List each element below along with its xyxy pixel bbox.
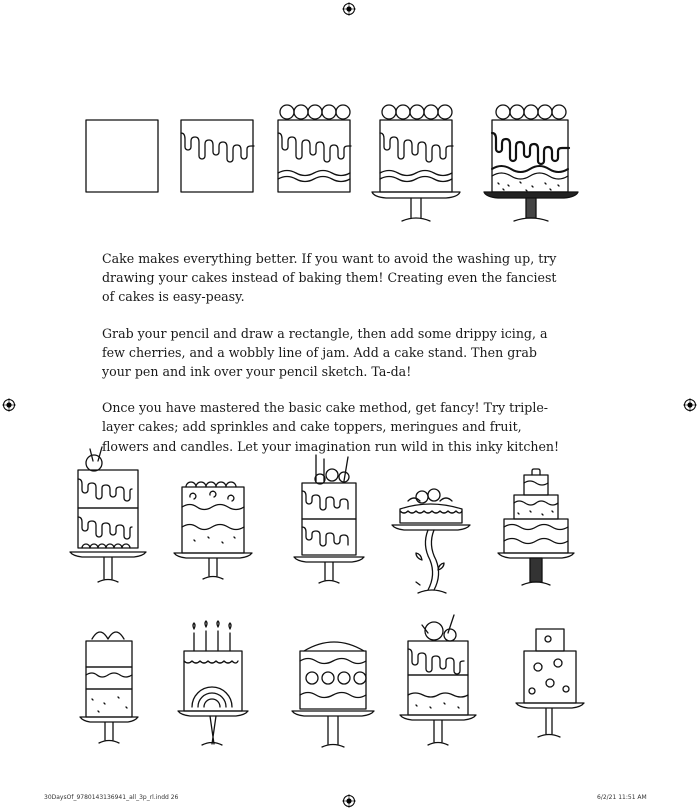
paragraph-instructions: Grab your pencil and draw a rectangle, then add some drippy icing, a few cherries, and a wobbly line of jam. Add a cake stand. Then grab your pen and ink over your pencil sketch. Ta-da! [102,325,548,380]
footer-timestamp: 6/2/21 11:51 AM [597,794,647,801]
registration-mark-right [683,398,697,412]
body-text [102,249,562,473]
cake-drawing-2 [174,482,252,579]
registration-mark-top [342,2,356,16]
step-by-step-illustration [80,95,580,235]
cake-drawing-7 [178,621,248,745]
footer-file-slug: 30DaysOf_9780143136941_all_3p_rl.indd 26 [44,794,179,801]
cake-gallery-illustration [62,445,602,770]
cake-drawing-1 [70,447,146,582]
cake-drawing-6 [80,632,138,743]
step-icing [181,120,254,192]
paragraph-get-fancy: Once you have mastered the basic cake method, get fancy! Try triple-layer cakes; add sprinkles and cake toppers, meringues and fruit, flowers and candles. Let your imagination run wild in this inky kitchen! [102,400,560,454]
cake-drawing-3 [294,455,364,583]
paragraph-intro: Cake makes everything better. If you want to avoid the washing up, try drawing your cakes instead of baking them! Creating even the fanciest of cakes is easy-peasy. [102,251,557,305]
registration-mark-bottom [342,794,356,808]
cake-drawing-10 [516,629,584,737]
cake-drawing-8 [292,642,374,747]
step-finished-cake [484,105,578,221]
step-cherries [278,105,351,192]
cake-drawing-5 [498,469,574,585]
step-rectangle [86,120,158,192]
step-stand [372,105,460,221]
cake-drawing-9 [400,615,476,745]
cake-drawing-4 [392,489,470,593]
registration-mark-left [2,398,16,412]
